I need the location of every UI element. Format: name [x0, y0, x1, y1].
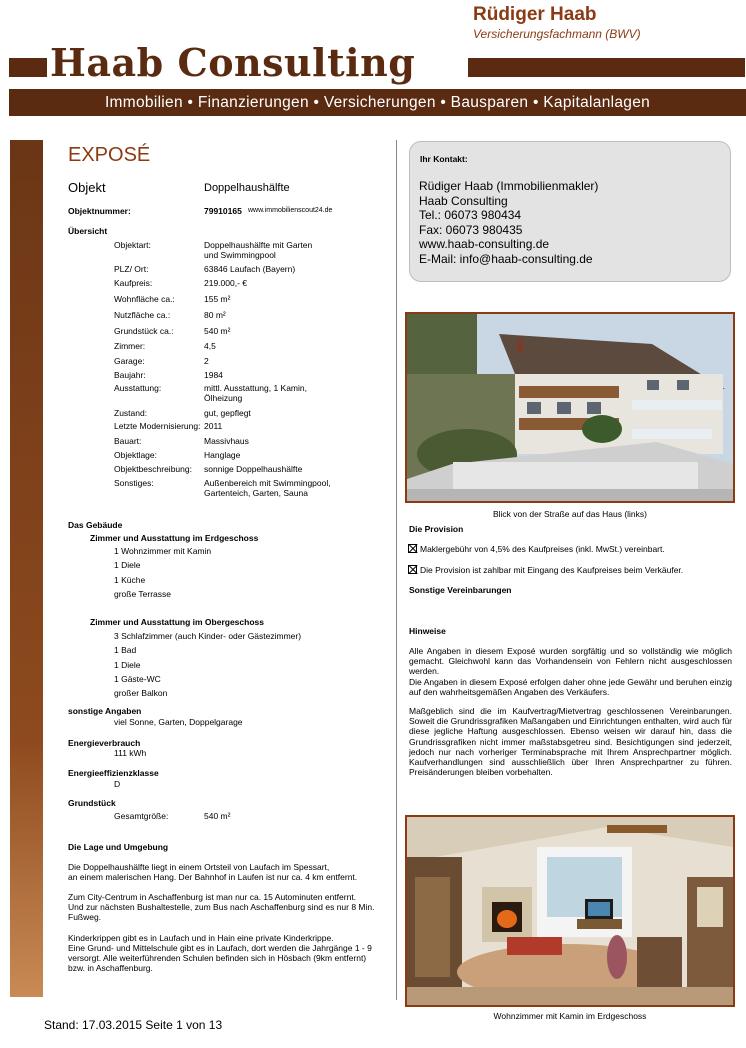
brand-logo: Haab Consulting [50, 40, 416, 85]
provision-item-2 [407, 564, 683, 575]
klasse-heading: Energieeffizienzklasse [68, 768, 159, 778]
brand-left-bar [9, 58, 47, 77]
room-list-item: 1 Bad [114, 645, 137, 656]
contact-name: Rüdiger Haab (Immobilienmakler) [419, 179, 599, 193]
overview-value: 155 m² [204, 294, 231, 304]
sonstige-value: viel Sonne, Garten, Doppelgarage [114, 717, 243, 727]
grundstueck-heading: Grundstück [68, 798, 116, 808]
sonstige-vereinbarungen-heading: Sonstige Vereinbarungen [409, 585, 512, 595]
contact-box [409, 141, 731, 282]
house-photo [405, 312, 735, 503]
overview-value: 2 [204, 356, 209, 366]
house-photo-caption: Blick von der Straße auf das Haus (links) [492, 509, 647, 519]
contact-company: Haab Consulting [419, 193, 508, 208]
overview-value: gut, gepflegt [204, 408, 251, 418]
objektnummer-label: Objektnummer: [68, 206, 131, 216]
room-list-item: großer Balkon [114, 688, 168, 699]
hinweise-paragraph-1: Alle Angaben in diesem Exposé wurden sorgfältig und so vollständig wie möglich gemacht. Gleichwohl kann das Vorhandensein von Fehlern nicht ausgeschlossen werden. Die Angaben in diesem Exposé erfolgen daher ohne jede Gewähr und beruhen einzig auf den wahrheitsgemäßen Angaben des Verkäufers. [409, 646, 732, 697]
house-photo-illustration [407, 314, 733, 501]
objektnummer-value: 79910165 [204, 206, 242, 216]
overview-value: Hanglage [204, 450, 241, 460]
provision-item-1 [407, 543, 665, 554]
expose-title: EXPOSÉ [68, 144, 151, 166]
hinweise-heading: Hinweise [409, 626, 446, 636]
overview-label: Nutzfläche ca.: [114, 310, 171, 320]
og-heading: Zimmer und Ausstattung im Obergeschoss [90, 617, 264, 627]
room-list-item: 3 Schlafzimmer (auch Kinder- oder Gästezimmer) [114, 631, 302, 641]
overview-label: Ausstattung: [114, 383, 162, 393]
gesamt-label: Gesamtgröße: [114, 811, 169, 821]
objekt-value: Doppelhaushälfte [204, 182, 290, 194]
lage-heading: Die Lage und Umgebung [68, 842, 169, 852]
overview-value: sonnige Doppelhaushälfte [204, 464, 303, 474]
energie-heading: Energieverbrauch [68, 738, 141, 748]
overview-label: Objektlage: [114, 450, 157, 460]
column-divider [396, 140, 397, 1000]
living-room-photo-illustration [407, 817, 733, 1005]
services-bar: Immobilien • Finanzierungen • Versicherungen • Bausparen • Kapitalanlagen [9, 89, 746, 116]
overview-label: Zustand: [114, 408, 148, 418]
contact-email[interactable]: E-Mail: info@haab-consulting.de [419, 251, 593, 266]
objektnummer-source: www.immobilienscout24.de [248, 207, 333, 214]
room-list-item: große Terrasse [114, 588, 172, 599]
contact-heading: Ihr Kontakt: [420, 154, 468, 164]
provision-item-2-text: Die Provision ist zahlbar mit Eingang des Kaufpreises beim Verkäufer. [420, 565, 684, 575]
room-list-item: 1 Diele [114, 659, 141, 670]
overview-value: 2011 [204, 421, 223, 431]
provision-item-1-text: Maklergebühr von 4,5% des Kaufpreises (inkl. MwSt.) vereinbart. [420, 544, 665, 554]
sonstige-heading: sonstige Angaben [68, 706, 142, 716]
room-list-item: 1 Küche [114, 574, 146, 585]
checkbox-x-icon [407, 543, 418, 554]
overview-value: 80 m² [204, 310, 226, 320]
overview-label: Sonstiges: [114, 478, 154, 488]
klasse-value: D [114, 779, 121, 789]
overview-label: PLZ/ Ort: [114, 264, 149, 274]
contact-lines [419, 179, 598, 266]
contact-fax: Fax: 06073 980435 [419, 222, 523, 237]
energie-value: 111 kWh [114, 748, 147, 758]
overview-value: Massivhaus [204, 436, 249, 446]
hinweise-paragraph-2: Maßgeblich sind die im Kaufvertrag/Mietvertrag geschlossenen Vereinbarungen. Soweit die Grundrissgrafiken Maßangaben und Einrichtungen enthalten, wird auch für diese jegliche Haftung ausgeschlossen. Ebenso weisen wir darauf hin, dass die Grundrissgrafiken nicht immer maßstabsgetreu sind. Besichtigungen sind jederzeit, jedoch nur nach vorheriger Terminabsprache mit Ihrem Ansprechpartner möglich. Kaufverhandlungen sind ausschließlich über Ihren Ansprechpartner zu führen. Preisänderungen bleiben vorbehalten. [409, 706, 732, 778]
overview-label: Bauart: [114, 436, 142, 446]
contact-website[interactable]: www.haab-consulting.de [419, 237, 550, 251]
overview-value: Doppelhaushälfte mit Garten und Swimmingpool [204, 240, 313, 260]
overview-label: Objektbeschreibung: [114, 464, 192, 474]
contact-phone[interactable]: Tel.: 06073 980434 [419, 208, 522, 222]
checkbox-x-icon [407, 564, 418, 575]
gesamt-value: 540 m² [204, 811, 231, 821]
overview-label: Grundstück ca.: [114, 326, 174, 336]
overview-value: 1984 [204, 370, 223, 380]
overview-value: mittl. Ausstattung, 1 Kamin, Ölheizung [204, 383, 307, 403]
objekt-label: Objekt [68, 180, 106, 195]
overview-label: Garage: [114, 356, 145, 366]
lage-paragraph-1: Die Doppelhaushälfte liegt in einem Ortsteil von Laufach im Spessart, an einem malerischen Hang. Der Bahnhof in Laufen ist nur ca. 4 km entfernt. [68, 862, 358, 882]
overview-label: Kaufpreis: [114, 278, 153, 288]
overview-label: Objektart: [114, 240, 151, 250]
overview-value: Außenbereich mit Swimmingpool, Gartenteich, Garten, Sauna [204, 478, 331, 498]
living-room-photo [405, 815, 735, 1007]
owner-title: Versicherungsfachmann (BWV) [473, 27, 641, 41]
overview-value: 4,5 [204, 341, 216, 351]
room-list-item: 1 Wohnzimmer mit Kamin [114, 546, 212, 556]
footer-page-info: Stand: 17.03.2015 Seite 1 von 13 [44, 1018, 223, 1032]
lage-paragraph-3: Kinderkrippen gibt es in Laufach und in Hain eine private Kinderkrippe. Eine Grund- und Mittelschule gibt es in Laufach, dort werden die Jahrgänge 1 - 9 versorgt. Alle weiterführenden Schulen befinden sich in Hösbach (9km entfernt) bzw. in Aschaffenburg. [68, 933, 372, 973]
room-list-item: 1 Diele [114, 560, 141, 571]
overview-label: Baujahr: [114, 370, 146, 380]
overview-value: 63846 Laufach (Bayern) [204, 264, 296, 274]
living-room-photo-caption: Wohnzimmer mit Kamin im Erdgeschoss [493, 1011, 647, 1021]
room-list-item: 1 Gäste-WC [114, 673, 161, 684]
left-decorative-stripe [10, 140, 43, 997]
lage-paragraph-2: Zum City-Centrum in Aschaffenburg ist man nur ca. 15 Autominuten entfernt. Und zur nächsten Bushaltestelle, zum Bus nach Aschaffenburg sind es nur 8 Min. Fußweg. [68, 892, 375, 922]
brand-right-bar [468, 58, 745, 77]
eg-heading: Zimmer und Ausstattung im Erdgeschoss [90, 533, 259, 543]
provision-heading: Die Provision [409, 524, 464, 534]
owner-name: Rüdiger Haab [473, 4, 597, 25]
overview-label: Zimmer: [114, 341, 146, 351]
overview-label: Letzte Modernisierung: [114, 421, 201, 431]
overview-label: Wohnfläche ca.: [114, 294, 175, 304]
overview-value: 219.000,- € [204, 278, 248, 288]
gebaeude-heading: Das Gebäude [68, 520, 123, 530]
overview-value: 540 m² [204, 326, 231, 336]
uebersicht-heading: Übersicht [68, 226, 108, 236]
